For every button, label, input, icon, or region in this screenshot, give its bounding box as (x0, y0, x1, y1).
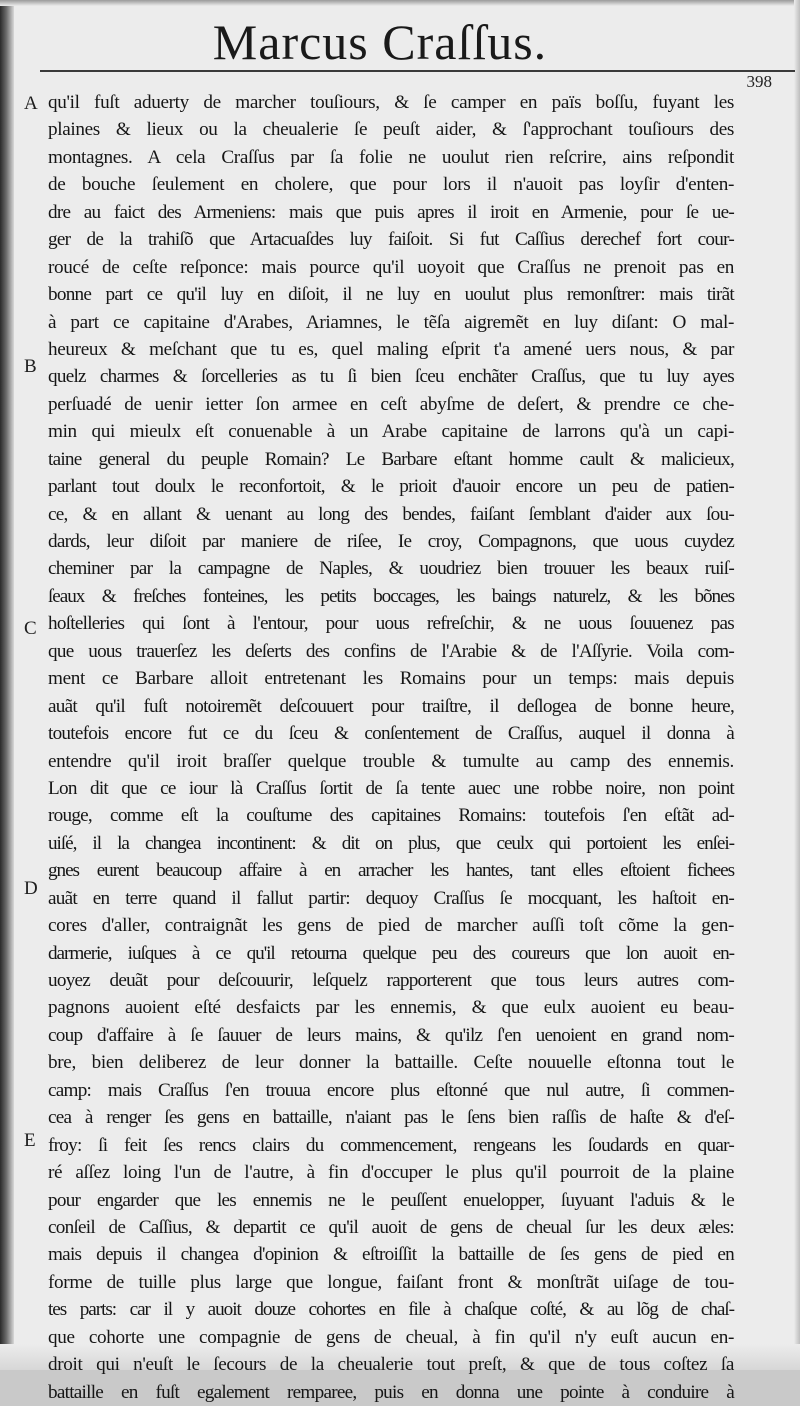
text-line-25: entendre qu'il iroit braſſer quelque trouble & tumulte au camp des ennemis. (48, 750, 734, 772)
margin-letter-c: C (24, 618, 37, 639)
margin-letter-a: A (24, 93, 38, 114)
text-line-46: que cohorte une compagnie de gens de cheual, à fin qu'il n'y euſt aucun en- (48, 1326, 734, 1348)
text-line-33: uoyez deuãt pour deſcouurir, leſquelz rapporterent que tous leurs autres com- (48, 970, 734, 991)
text-line-30: auãt en terre quand il fallut partir: dequoy Craſſus ſe mocquant, les haſtoit en- (48, 887, 734, 909)
margin-letter-d: D (24, 878, 38, 899)
text-line-41: pour engarder que les ennemis ne le peuſſent enuelopper, ſuyuant l'aduis & le (48, 1189, 734, 1211)
text-line-20: hoſtelleries qui ſont à l'entour, pour uous refreſchir, & ne uous ſouuenez pas (48, 613, 734, 635)
top-page-edge (0, 0, 800, 6)
text-line-14: taine general du peuple Romain? Le Barbare eſtant homme cault & malicieux, (48, 448, 734, 470)
text-line-39: froy: ſi feit ſes rencs clairs du commencement, rengeans les ſoudards en quar- (48, 1134, 734, 1156)
text-line-6: ger de la trahiſõ que Artacuaſdes luy faiſoit. Si fut Caſſius derechef fort cour- (48, 229, 734, 251)
text-line-16: ce, & en allant & uenant au long des bendes, faiſant ſemblant d'aider aux ſou- (48, 503, 734, 525)
text-line-29: gnes eurent beaucoup affaire à en arracher les hantes, tant elles eſtoient fichees (48, 860, 734, 882)
text-line-8: bonne part ce qu'il luy en diſoit, il ne luy en uoulut plus remonſtrer: mais tirãt (48, 284, 734, 306)
text-line-10: heureux & meſchant que tu es, quel maling eſprit t'a amené uers nous, & par (48, 338, 734, 360)
margin-letter-b: B (24, 356, 37, 377)
text-line-15: parlant tout doulx le reconfortoit, & le prioit d'auoir encore un peu de patien- (48, 476, 734, 498)
text-line-9: à part ce capitaine d'Arabes, Ariamnes, le tẽſa aigremẽt en luy diſant: O mal- (48, 311, 734, 333)
text-line-26: Lon dit que ce iour là Craſſus ſortit de ſa tente auec une robbe noire, non point (48, 777, 734, 799)
text-line-32: darmerie, iuſques à ce qu'il retourna quelque peu des coureurs que lon auoit en- (48, 942, 734, 964)
text-line-37: camp: mais Craſſus ſ'en trouua encore plus eſtonné que nul autre, ſi commen- (48, 1079, 734, 1101)
text-line-17: dards, leur diſoit par maniere de riſee, Ie croy, Compagnons, que uous cuydez (48, 531, 734, 552)
page-number: 398 (746, 72, 772, 91)
text-line-21: que uous trauerſez les deſerts des confins de l'Arabie & de l'Aſſyrie. Voila com- (48, 640, 734, 662)
text-line-34: pagnons auoient eſté desfaicts par les ennemis, & que eulx auoient eu beau- (48, 997, 734, 1019)
text-line-11: quelz charmes & ſorcelleries as tu ſi bien ſceu enchãter Craſſus, que tu luy ayes (48, 366, 734, 388)
text-line-42: conſeil de Caſſius, & departit ce qu'il auoit de gens de cheual ſur les deux æles: (48, 1216, 734, 1238)
text-line-36: bre, bien deliberez de leur donner la battaille. Ceſte nouuelle eſtonna tout le (48, 1052, 734, 1074)
text-line-43: mais depuis il changea d'opinion & eſtroiſſit la battaille de ſes gens de pied en (48, 1244, 734, 1266)
text-line-48: battaille en fuſt egalement remparee, puis en donna une pointe à conduire à (48, 1381, 734, 1403)
text-line-47: droit qui n'euſt le ſecours de la cheualerie tout preſt, & que de tous coſtez ſa (48, 1354, 734, 1376)
text-line-23: auãt qu'il fuſt notoiremẽt deſcouuert pour traiſtre, il deſlogea de bonne heure, (48, 695, 734, 717)
text-line-31: cores d'aller, contraignãt les gens de pied de marcher auſſi toſt cõme la gen- (48, 915, 734, 937)
body-text (48, 89, 734, 1406)
text-line-12: perſuadé de uenir ietter ſon armee en ceſt abyſme de deſert, & prendre ce che- (48, 393, 734, 415)
text-line-18: cheminer par la campagne de Naples, & uoudriez bien trouuer les beaux ruiſ- (48, 558, 734, 580)
text-line-7: roucé de ceſte reſponce: mais pource qu'il uoyoit que Craſſus ne prenoit pas en (48, 256, 734, 278)
text-line-44: forme de tuille plus large que longue, faiſant front & monſtrãt uiſage de tou- (48, 1271, 734, 1293)
text-line-35: coup d'affaire à ſe ſauuer de leurs mains, & qu'ilz ſ'en uenoient en grand nom- (48, 1024, 734, 1046)
text-line-3: montagnes. A cela Craſſus par ſa folie ne uoulut rien reſcrire, ains reſpondit (48, 146, 734, 168)
text-line-13: min qui mieulx eſt conuenable à un Arabe capitaine de larrons qu'à un capi- (48, 421, 734, 443)
running-head-title: Marcus Craſſus. (212, 14, 548, 70)
text-line-24: toutefois encore fut ce du ſceu & conſentement de Craſſus, auquel il donna à (48, 723, 734, 745)
text-line-1: qu'il fuſt aduerty de marcher touſiours, & ſe camper en païs boſſu, fuyant les (48, 92, 734, 113)
text-line-27: rouge, comme eſt la couſtume des capitaines Romains: toutefois ſ'en eſtãt ad- (48, 805, 734, 827)
margin-letter-e: E (24, 1130, 36, 1151)
text-line-2: plaines & lieux ou la cheualerie ſe peuſt aider, & ſ'approchant touſiours des (48, 119, 734, 141)
text-line-45: tes parts: car il y auoit douze cohortes en file à chaſque coſté, & au lõg de chaſ- (48, 1299, 734, 1321)
text-line-22: ment ce Barbare alloit entretenant les Romains pour un temps: mais depuis (48, 668, 734, 690)
binding-gutter (0, 0, 14, 1370)
text-line-28: uiſé, il la changea incontinent: & dit on plus, que ceulx qui portoient les enſei- (48, 832, 734, 854)
text-line-4: de bouche ſeulement en cholere, que pour lors il n'auoit pas loyſir d'enten- (48, 174, 734, 196)
header-rule (40, 70, 795, 72)
text-line-40: ré aſſez loing l'un de l'autre, à fin d'occuper le plus qu'il pourroit de la plaine (48, 1162, 734, 1184)
text-line-5: dre au faict des Armeniens: mais que puis apres il iroit en Armenie, pour ſe ue- (48, 201, 734, 223)
fore-edge (794, 0, 800, 1370)
text-line-38: cea à renger ſes gens en battaille, n'aiant pas le ſens bien raſſis de haſte & d'eſ- (48, 1107, 734, 1129)
text-line-19: ſeaux & freſches fonteines, les petits boccages, les baings naturelz, & les bõnes (48, 585, 734, 607)
